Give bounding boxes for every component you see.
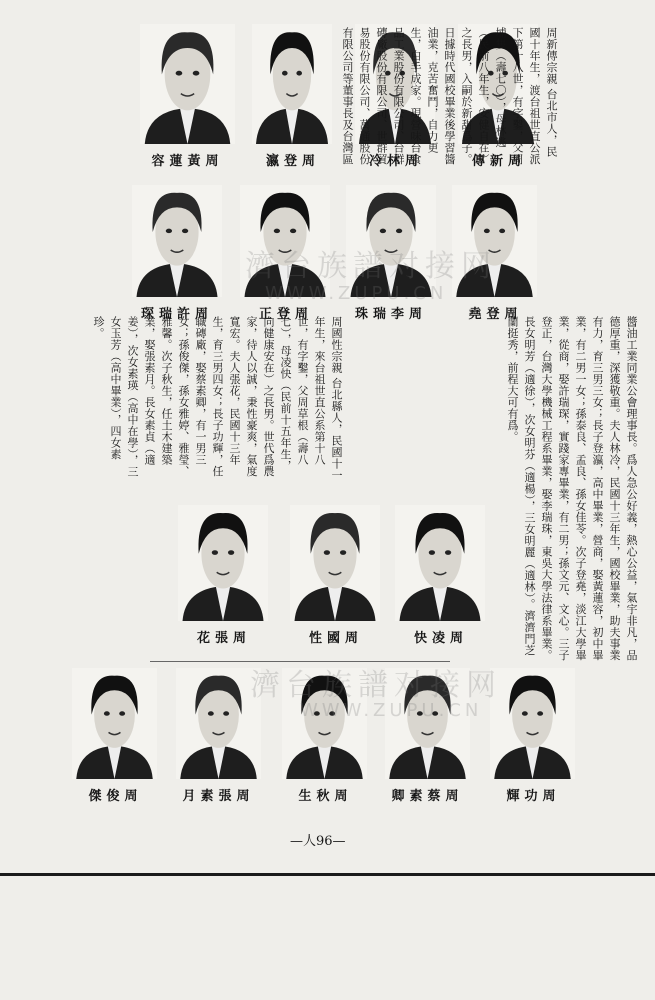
portrait-caption: 周登正	[258, 307, 313, 322]
portrait-caption: 周登瀛	[265, 154, 320, 169]
photo-image	[178, 505, 268, 621]
portrait-caption: 周張素月	[182, 789, 255, 804]
watermark-url: WWW.ZUPU.CN	[265, 283, 448, 304]
watermark-chinese: 濟台族譜对接网	[245, 249, 497, 284]
portrait-caption: 周許瑞琛	[140, 307, 213, 322]
photo-image	[385, 668, 470, 779]
portrait-photo	[346, 185, 436, 325]
photo-image	[72, 668, 157, 779]
photo-image	[452, 185, 537, 297]
portrait-caption: 周登堯	[468, 307, 523, 322]
portrait-caption: 周黃蓮容	[151, 154, 224, 169]
portrait-caption: 周俊傑	[88, 789, 143, 804]
portrait-caption: 周凌快	[413, 631, 468, 646]
portrait-caption: 周李瑞珠	[354, 307, 427, 322]
portrait-caption: 周張花	[196, 631, 251, 646]
portrait-caption: 周國性	[308, 631, 363, 646]
page-number: —人96—	[290, 834, 346, 849]
photo-image	[282, 668, 367, 779]
photo-image	[132, 185, 222, 297]
portrait-photo	[178, 505, 268, 649]
biography-top: 周新傳宗親 台北市人，民國十年生，渡台祖世直公派下第十八世，有字鑿，父周埔隻（壽七〇），母林逃（民前八年生，安健自在）之長男，入嗣於新甜爲子。日據時代國校畢業後學習醬油業，克苦奮鬥，自力更生，白手成家。現營味台食品工業股份有限公司、台群磚廠股份有限公司、世群貿易股份有限公司、萬通股份有限公司等董事長及台灣區	[341, 27, 558, 165]
portrait-caption: 周蔡素卿	[391, 789, 464, 804]
portrait-photo	[385, 668, 470, 807]
portrait-photo	[176, 668, 261, 807]
photo-image	[346, 185, 436, 297]
portrait-photo	[132, 185, 222, 325]
portrait-photo	[452, 185, 537, 325]
portrait-photo	[72, 668, 157, 807]
page-bottom-rule	[0, 873, 655, 876]
portrait-photo	[240, 185, 330, 325]
portrait-photo	[282, 668, 367, 807]
photo-image	[240, 185, 330, 297]
portrait-caption: 周秋生	[298, 789, 353, 804]
biography-middle-right: 醬油工業同業公會理事長。爲人急公好義，熱心公益，氣宇非凡，品德厚重，深獲敬重。夫人林冷，民國十三年生，國校畢業，助夫事業有力，育三男三女；長子登瀛，高中畢業，營商，娶黃蓮容，初中畢業，有二男一女；孫泰良、孟良、孫女佳苓。次子登堯，淡江大學畢業，從商，娶許瑞琛，實踐家專畢業，有二男；孫文元、文心。三子登正，台灣大學機械工程系畢業，娶李瑞珠，東吳大學法律系畢業。長女明芳（適徐），次女明芬（適楊），三女明麗（適林）。濟濟門芝蘭挺秀，前程大可有爲。	[506, 316, 638, 661]
divider-line	[150, 661, 450, 662]
biography-middle-left: 周國性宗親 台北縣人，民國十一年生，來台祖世直公系第十八世，有字鑿，父周草根（壽八七），母凌快（民前十五年生，向健康安在）之長男。世代爲農家，待人以誠，秉性豪爽，氣度寬宏。夫人張花，民國十三年生，育三男四女；長子功輝，任職磚廠，娶蔡素卿，有一男三女；孫俊傑，孫女雅婷、雅瑩、雅馨。次子秋生，任土木建築業，娶張素月。長女素貞（適姜），次女素瑛（高中在學），三女玉芳（高中畢業），四女素珍。	[92, 316, 343, 481]
photo-image	[490, 668, 575, 779]
watermark-url-2: WWW.ZUPU.CN	[300, 700, 483, 721]
watermark-chinese-2: 濟台族譜对接网	[250, 668, 502, 703]
portrait-photo	[490, 668, 575, 807]
portrait-caption: 周功輝	[506, 789, 561, 804]
photo-image	[176, 668, 261, 779]
portrait-caption: 周新傳	[471, 154, 526, 169]
portrait-caption: 周林冷	[368, 154, 423, 169]
